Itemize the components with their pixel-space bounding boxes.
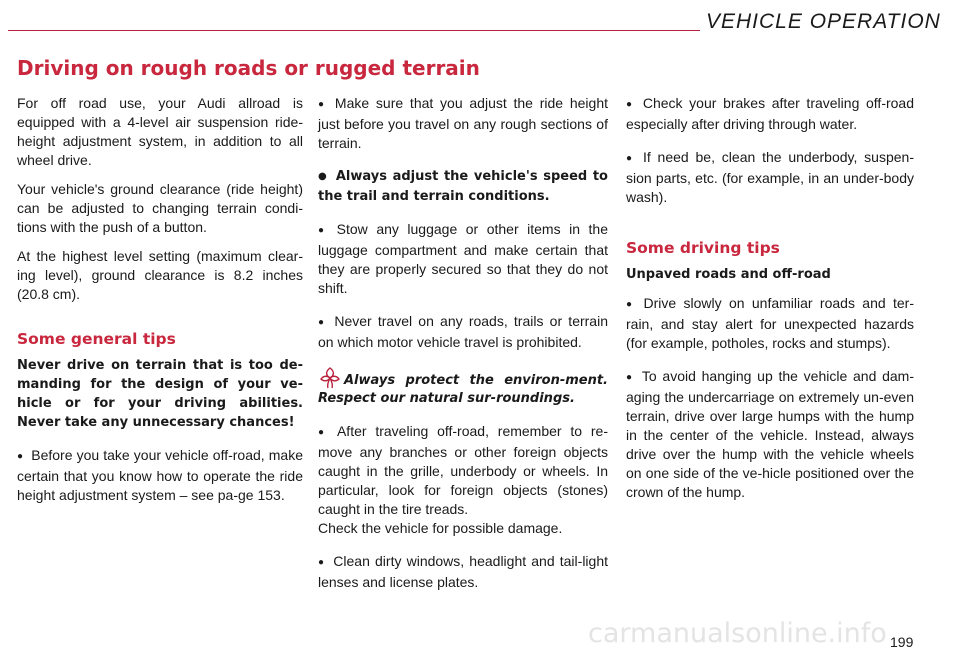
bullet-ride-height-system xyxy=(17,446,303,505)
heading-driving-tips: Some driving tips xyxy=(626,239,780,257)
heading-general-tips: Some general tips xyxy=(17,330,176,348)
bullet-text: Never travel on any roads, trails or terrain on which motor vehicle travel is prohibited. xyxy=(318,313,608,350)
environment-note xyxy=(318,366,608,408)
bullet-text: Check your brakes after traveling off-road especially after driving through water. xyxy=(626,95,915,132)
bullet-text: Drive slowly on unfamiliar roads and ter-rain, and stay alert for unexpected hazards (for example, potholes, rocks and stumps). xyxy=(626,295,914,351)
paragraph-intro: For off road use, your Audi allroad is equipped with a 4-level air suspension ride-height adjustment system, in addition to all wheel drive. xyxy=(17,95,303,168)
bullet-text: Always adjust the vehicle's speed to the trail and terrain conditions. xyxy=(318,169,608,204)
page-number: 199 xyxy=(890,634,914,650)
header-rule xyxy=(8,30,700,31)
bullet-check-brakes xyxy=(626,94,914,134)
warning-demanding-terrain: Never drive on terrain that is too de-manding for the design of your ve-hicle or for your driving abilities. Never take any unnecessary chances! xyxy=(17,358,303,430)
bullet-remove-foreign-objects xyxy=(318,422,608,519)
environment-note-text: Always protect the environ-ment. Respect our natural sur-roundings. xyxy=(318,373,608,406)
column-2 xyxy=(318,94,608,602)
bullet-text: Before you take your vehicle off-road, make certain that you know how to operate the ride height adjustment system – see pa-ge 153. xyxy=(17,447,303,503)
column-1 xyxy=(17,94,303,515)
bullet-avoid-hanging-up xyxy=(626,367,914,502)
bullet-text: To avoid hanging up the vehicle and dam-aging the undercarriage on extremely un-even terrain, drive over large humps with the hump in the center of the vehicle. Instead, always drive over the hump with the vehicle wheels on one side of the ve-hicle positioned over the crown of the hump. xyxy=(626,368,914,500)
page-title: Driving on rough roads or rugged terrain xyxy=(17,56,480,80)
bullet-adjust-speed xyxy=(318,167,608,206)
header-section-title: VEHICLE OPERATION xyxy=(706,10,941,33)
column-3 xyxy=(626,94,914,512)
bullet-stow-luggage xyxy=(318,220,608,298)
watermark: carmanualsonline.info xyxy=(588,618,887,649)
bullet-clean-windows xyxy=(318,552,608,592)
bullet-text: Stow any luggage or other items in the luggage compartment and make certain that they are properly secured so that they do not shift. xyxy=(318,221,608,296)
paragraph-highest-level: At the highest level setting (maximum clear-ing level), ground clearance is 8.2 inches (20.8 cm). xyxy=(17,248,303,302)
bullet-drive-slowly xyxy=(626,294,914,353)
bullet-adjust-ride-height xyxy=(318,94,608,153)
paragraph-check-damage: Check the vehicle for possible damage. xyxy=(318,520,563,536)
paragraph-ground-clearance: Your vehicle's ground clearance (ride height) can be adjusted to changing terrain condi-tions with the push of a button. xyxy=(17,181,303,235)
bullet-clean-underbody xyxy=(626,148,914,207)
bullet-prohibited-travel xyxy=(318,312,608,352)
bullet-text: After traveling off-road, remember to re-move any branches or other foreign objects caught in the grille, underbody or wheels. In particular, look for foreign objects (stones) caught in the tire treads. xyxy=(318,423,608,517)
bullet-text: Clean dirty windows, headlight and tail-light lenses and license plates. xyxy=(318,553,609,590)
bullet-text: If need be, clean the underbody, suspen-sion parts, etc. (for example, in an under-body wash). xyxy=(626,149,914,205)
leaf-icon xyxy=(318,366,342,390)
bullet-text: Make sure that you adjust the ride height just before you travel on any rough sections of terrain. xyxy=(318,95,608,151)
subheading-unpaved-roads: Unpaved roads and off-road xyxy=(626,267,831,282)
